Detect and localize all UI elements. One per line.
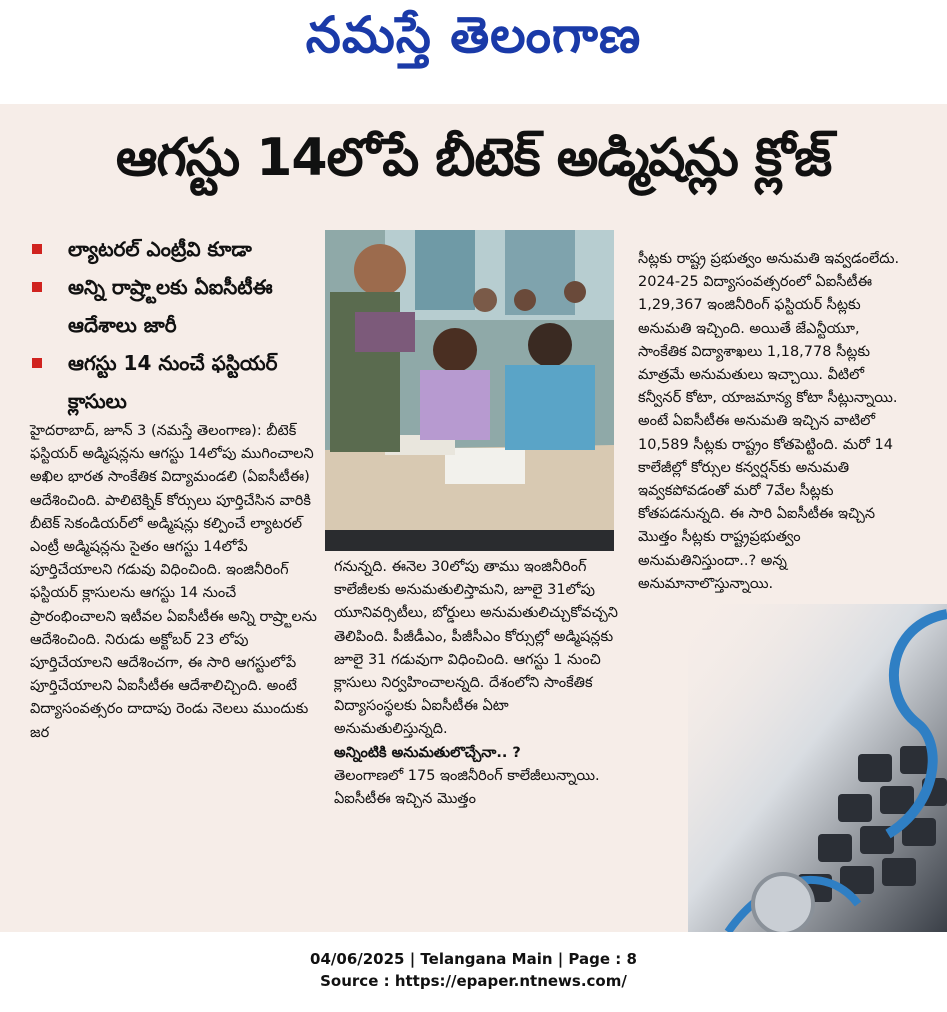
article-column-2	[334, 556, 620, 811]
bullet-square-icon	[32, 244, 42, 254]
paragraph: సీట్లకు రాష్ట్ర ప్రభుత్వం అనుమతి ఇవ్వడంలేదు. 2024-25 విద్యాసంవత్సరంలో ఏఐసీటీఈ 1,29,367 ఇంజినీరింగ్ ఫస్టియర్ సీట్లకు అనుమతి ఇచ్చింది. అయితే జేఎన్టీయూ, సాంకేతిక విద్యాశాఖలు 1,18,778 సీట్లకు మాత్రమే అనుమతులు ఇచ్చాయి. వీటిలో కన్వీనర్ కోటా, యాజమాన్య కోటా సీట్లున్నాయి. అంటే ఏఐసీటీఈ అనుమతి ఇచ్చిన వాటిలో 10,589 సీట్లకు రాష్ట్రం కోతపెట్టింది. మరో 14 కాలేజీల్లో కోర్సుల కన్వర్షన్‌కు అనుమతి ఇవ్వకపోవడంతో మరో 7వేల సీట్లకు కోతపడనున్నది. ఈ సారి ఏఐసీటీఈ ఇచ్చిన మొత్తం సీట్లకు రాష్ట్రప్రభుత్వం అనుమతినిస్తుందా..? అన్న అనుమానాలొస్తున్నాయి.	[638, 251, 900, 592]
subheading: అన్నింటికి అనుమతులొచ్చేనా.. ?	[334, 744, 521, 761]
paragraph: గనున్నది. ఈనెల 30లోపు తాము ఇంజినీరింగ్ కాలేజీలకు అనుమతులిస్తామని, జూలై 31లోపు యూనివర్సిటీలు, బోర్డులు అనుమతులిచ్చుకోవచ్చని తెలిపింది. పీజీడీఎం, పీజీసీఎం కోర్సుల్లో అడ్మిషన్లకు జూలై 31 గడువుగా విధించింది. ఆగస్టు 1 నుంచి క్లాసులు నిర్వహించాలన్నది. దేశంలోని సాంకేతిక విద్యాసంస్థలకు ఏఐసీటీఈ ఏటా అనుమతులిస్తున్నది.	[334, 559, 618, 738]
paragraph: తెలంగాణలో 175 ఇంజినీరింగ్ కాలేజీలున్నాయి. ఏఐసీటీఈ ఇచ్చిన మొత్తం	[334, 767, 600, 808]
bullet-text: ల్యాటరల్ ఎంట్రీవి కూడా	[68, 237, 252, 261]
bullet-text: అన్ని రాష్ర్టాలకు ఏఐసీటీఈ ఆదేశాలు జారీ	[68, 275, 273, 337]
bullet-list	[32, 230, 317, 420]
footer	[0, 948, 947, 992]
article	[0, 104, 947, 932]
edition-info: 04/06/2025 | Telangana Main | Page : 8	[310, 950, 637, 968]
article-column-3	[638, 248, 910, 596]
source-link[interactable]: Source : https://epaper.ntnews.com/	[320, 972, 627, 990]
bullet-item	[32, 268, 317, 344]
bullet-item	[32, 344, 317, 420]
bullet-text: ఆగస్టు 14 నుంచే ఫస్టియర్ క్లాసులు	[68, 351, 278, 413]
classroom-photo	[325, 230, 614, 551]
bullet-square-icon	[32, 282, 42, 292]
article-column-1	[30, 420, 320, 745]
bullet-item	[32, 230, 317, 268]
headline: ఆగస్టు 14లోపే బీటెక్ అడ్మిషన్లు క్లోజ్	[115, 128, 832, 188]
stethoscope-keyboard-graphic	[688, 604, 947, 932]
bullet-square-icon	[32, 358, 42, 368]
masthead	[0, 0, 947, 78]
paragraph: హైదరాబాద్, జూన్ 3 (నమస్తే తెలంగాణ): బీటెక్ ఫస్టియర్ అడ్మిషన్లను ఆగస్టు 14లోపు ముగించాలని అఖిల భారత సాంకేతిక విద్యామండలి (ఏఐసీటీఈ) ఆదేశించింది. పాలిటెక్నిక్ కోర్సులు పూర్తిచేసిన వారికి బీటెక్ సెకండియర్‌లో అడ్మిషన్లు కల్పించే ల్యాటరల్ ఎంట్రీ అడ్మిషన్లను సైతం ఆగస్టు 14లోపే పూర్తిచేయాలని గడువు విధించింది. ఇంజినీరింగ్ ఫస్టియర్ క్లాసులను ఆగస్టు 14 నుంచే ప్రారంభించాలని ఇటీవల ఏఐసీటీఈ అన్ని రాష్ర్టాలను ఆదేశించింది. నిరుడు అక్టోబర్ 23 లోపు పూర్తిచేయాలని ఆదేశించగా, ఈ సారి ఆగస్టులోపే పూర్తిచేయాలని ఏఐసీటీఈ ఆదేశాలిచ్చింది. అంటే విద్యాసంవత్సరం దాదాపు రెండు నెలలు ముందుకు జర	[30, 423, 317, 741]
newspaper-logo: నమస్తే తెలంగాణ	[305, 6, 642, 64]
